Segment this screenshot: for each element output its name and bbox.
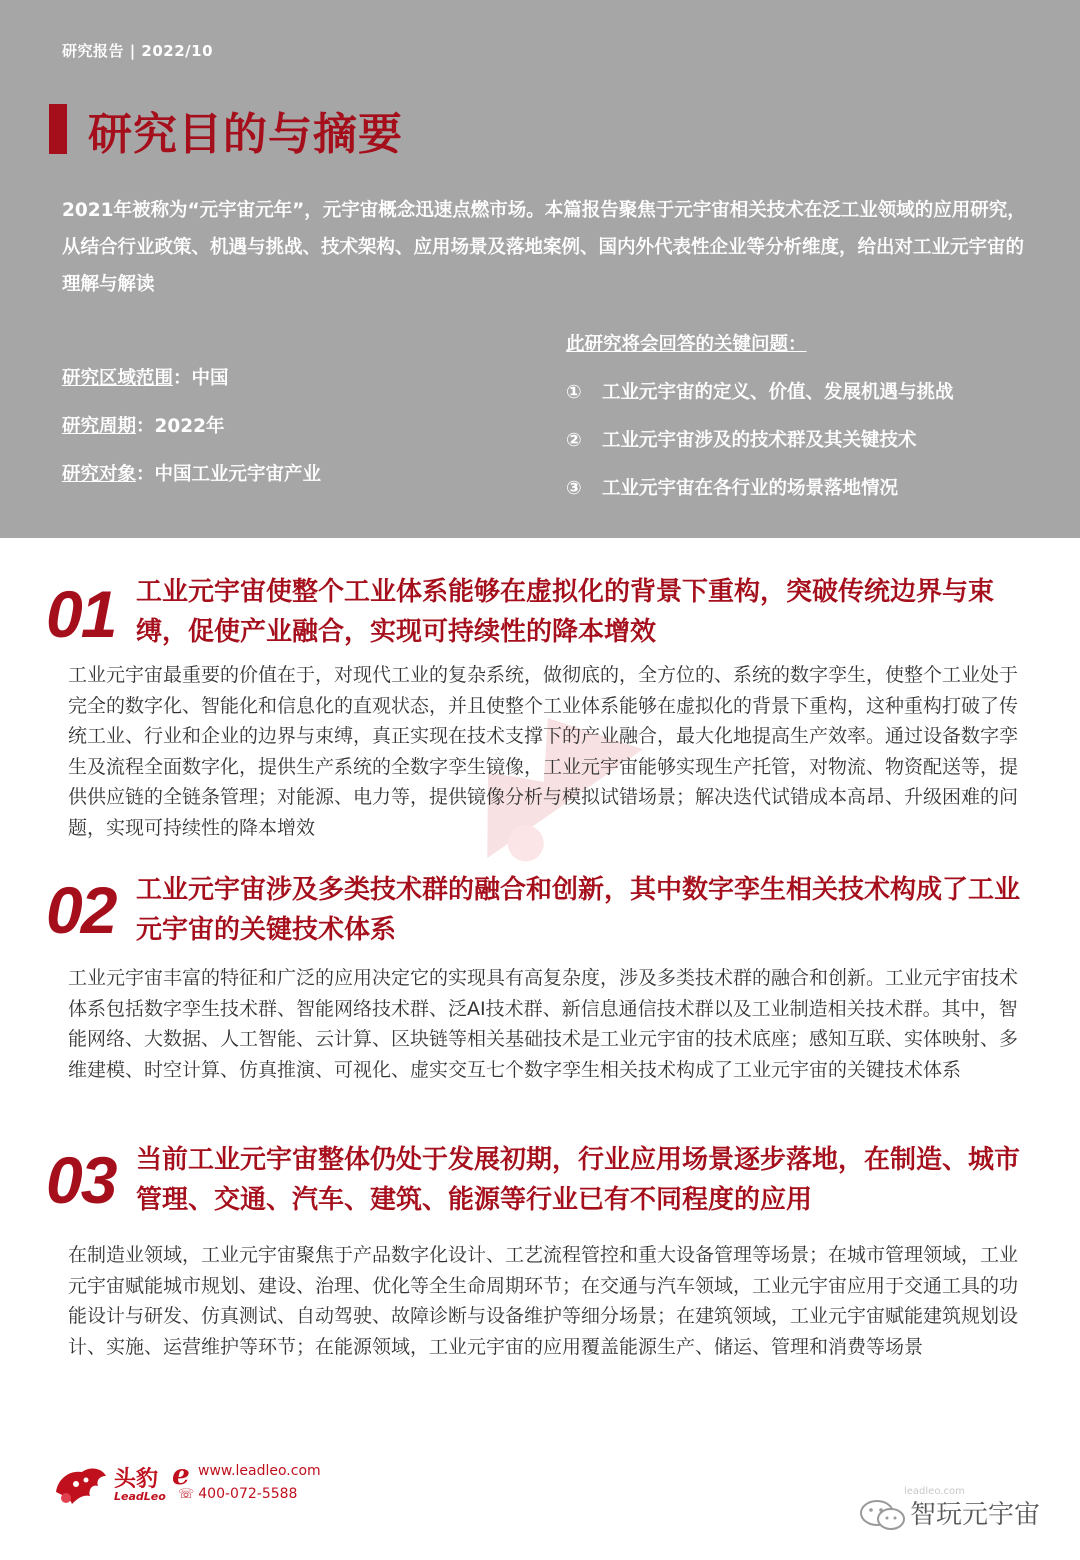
report-tag: 研究报告 | 2022/10 [62,42,214,60]
section-body: 工业元宇宙最重要的价值在于，对现代工业的复杂系统，做彻底的，全方位的、系统的数字孪生，使整个工业处于完全的数字化、智能化和信息化的直观状态，并且使整个工业体系能够在虚拟化的背景下重构，这种重构打破了传统工业、行业和企业的边界与束缚，真正实现在技术支撑下的产业融合，最大化地提高生产效率。通过设备数字孪生及流程全面数字化，提供生产系统的全数字孪生镜像，工业元宇宙能够实现生产托管，对物流、物资配送等，提供供应链的全链条管理；对能源、电力等，提供镜像分析与模拟试错场景；解决迭代试错成本高昂、升级困难的问题，实现可持续性的降本增效 [68,664,1019,839]
brand-name-en: LeadLeo [114,1490,166,1503]
leopard-logo-icon [52,1462,108,1506]
section-body: 在制造业领域，工业元宇宙聚焦于产品数字化设计、工艺流程管控和重大设备管理等场景；在城市管理领域，工业元宇宙赋能城市规划、建设、治理、优化等全生命周期环节；在交通与汽车领域，工业元宇宙应用于交通工具的功能设计与研发、仿真测试、自动驾驶、故障诊断与设备维护等细分场景；在建筑领域，工业元宇宙赋能建筑规划设计、实施、运营维护等环节；在能源领域，工业元宇宙的应用覆盖能源生产、储运、管理和消费等场景 [68,1244,1019,1358]
scope-value: 2022年 [154,416,225,437]
scope-key: 研究对象 [62,464,137,485]
scope-value: 中国工业元宇宙产业 [154,464,322,485]
question-number: ② [566,430,582,451]
question-text: 工业元宇宙在各行业的场景落地情况 [602,478,899,499]
scope-key: 研究周期 [62,416,137,437]
section-number: 01 [46,577,116,651]
phone-icon: ☏ [178,1487,195,1502]
section-number: 02 [46,873,116,947]
brand-e-mark: e [172,1458,190,1491]
question-item [566,426,917,452]
page-title: 研究目的与摘要 [88,109,403,160]
question-number: ③ [566,478,582,499]
brand-name-cn: 头豹 [114,1467,159,1492]
questions-title: 此研究将会回答的关键问题： [566,334,807,355]
question-text: 工业元宇宙的定义、价值、发展机遇与挑战 [602,382,954,403]
scope-period: 研究周期：2022年 [62,416,225,437]
question-text: 工业元宇宙涉及的技术群及其关键技术 [602,430,917,451]
section-body: 工业元宇宙丰富的特征和广泛的应用决定它的实现具有高复杂度，涉及多类技术群的融合和创新。工业元宇宙技术体系包括数字孪生技术群、智能网络技术群、泛AI技术群、新信息通信技术群以及工业制造相关技术群。其中，智能网络、大数据、人工智能、云计算、区块链等相关基础技术是工业元宇宙的技术底座；感知互联、实体映射、多维建模、时空计算、仿真推演、可视化、虚实交互七个数字孪生相关技术构成了工业元宇宙的关键技术体系 [68,967,1019,1081]
scope-value: 中国 [191,368,229,389]
watermark-url: leadleo.com [904,1486,965,1497]
summary-text: 2021年被称为“元宇宙元年”，元宇宙概念迅速点燃市场。本篇报告聚焦于元宇宙相关技术在泛工业领域的应用研究，从结合行业政策、机遇与挑战、技术架构、应用场景及落地案例、国内外代表性企业等分析维度，给出对工业元宇宙的理解与解读 [62,200,1026,295]
question-item [566,378,954,404]
scope-subject: 研究对象：中国工业元宇宙产业 [62,464,322,485]
section-title: 工业元宇宙涉及多类技术群的融合和创新，其中数字孪生相关技术构成了工业元宇宙的关键技术体系 [136,875,1021,945]
section-title: 当前工业元宇宙整体仍处于发展初期，行业应用场景逐步落地，在制造、城市管理、交通、汽车、建筑、能源等行业已有不同程度的应用 [136,1145,1021,1215]
scope-key: 研究区域范围 [62,368,174,389]
question-item [566,474,898,500]
section-number: 03 [46,1143,116,1217]
phone-number: ☏ 400-072-5588 [178,1486,298,1502]
wechat-account-name: 智玩元宇宙 [910,1500,1041,1530]
header-panel [0,0,1080,538]
scope-region: 研究区域范围：中国 [62,368,229,389]
question-number: ① [566,382,582,403]
wechat-icon [858,1498,908,1532]
website-link[interactable]: www.leadleo.com [198,1463,321,1479]
section-title: 工业元宇宙使整个工业体系能够在虚拟化的背景下重构，突破传统边界与束缚，促使产业融合，实现可持续性的降本增效 [136,577,995,647]
title-accent-bar [49,104,67,154]
